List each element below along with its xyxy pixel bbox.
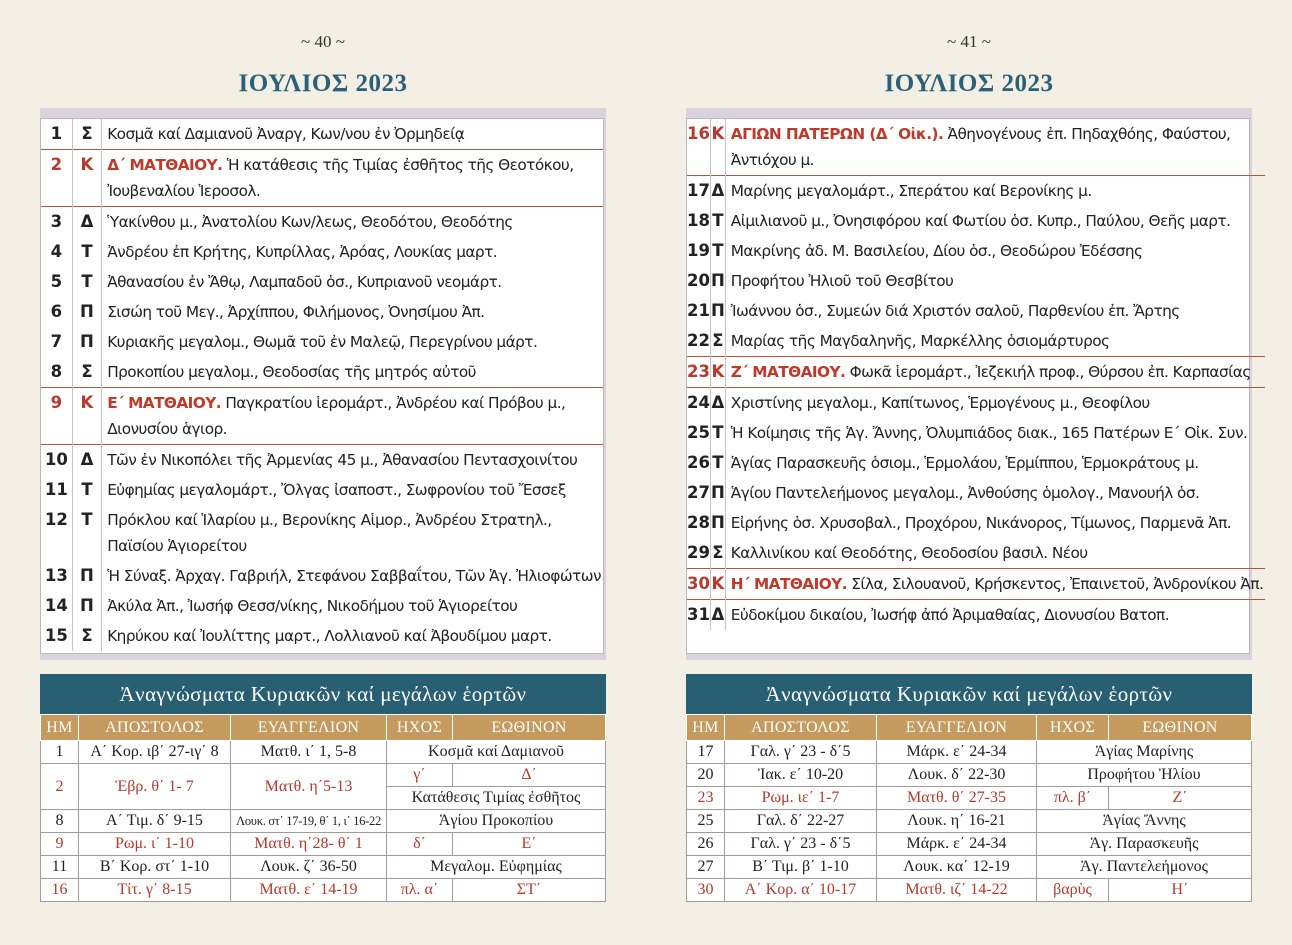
weekday-letter: Σ — [72, 621, 101, 651]
calendar-row — [687, 236, 1265, 266]
saints-names: Εὐδοκίμου δικαίου, Ἰωσήφ ἀπό Ἀριμαθαίας, Διονυσίου Βατοπ. — [730, 606, 1170, 624]
table-row — [687, 810, 1252, 833]
day-number: 2 — [41, 150, 72, 207]
calendar-row — [687, 508, 1265, 538]
saints-names: Μαρίας τῆς Μαγδαληνῆς, Μαρκέλλης ὁσιομάρτυρος — [730, 332, 1110, 350]
reading-apostle: Α΄ Τιμ. δ΄ 9-15 — [79, 810, 231, 833]
saints-text — [725, 326, 1265, 357]
saints-names: Φωκᾶ ἱερομάρτ., Ἰεζεκιήλ προφ., Θύρσου ἐπ. Καρπασίας — [845, 363, 1251, 381]
reading-apostle: Α΄ Κορ. ιβ΄ 27-ιγ΄ 8 — [79, 741, 231, 764]
reading-gospel: Ματθ. θ΄ 27-35 — [877, 787, 1037, 810]
saints-text — [102, 267, 603, 297]
day-number: 29 — [687, 538, 710, 569]
reading-tone: βαρὺς — [1037, 879, 1109, 902]
reading-tone: πλ. α΄ — [387, 879, 453, 902]
reading-eothinon: Δ΄ — [453, 764, 606, 787]
page-number: ~ 40 ~ — [301, 32, 345, 51]
weekday-letter: Σ — [710, 538, 725, 569]
reading-day: 11 — [41, 856, 79, 879]
day-number: 1 — [41, 119, 72, 150]
saints-names: Ἰωάννου ὁσ., Συμεών διά Χριστόν σαλοῦ, Παρθενίου ἐπ. Ἄρτης — [730, 302, 1180, 320]
reading-gospel: Λουκ. ζ΄ 36-50 — [231, 856, 387, 879]
calendar-row — [687, 600, 1265, 631]
saints-text — [725, 388, 1265, 419]
reading-gospel: Ματθ. η΄28- θ΄ 1 — [231, 833, 387, 856]
saints-names: Ἀθηνογένους ἐπ. Πηδαχθόης, Φαύστου, Ἀντιόχου μ. — [730, 125, 1231, 169]
reading-day: 9 — [41, 833, 79, 856]
readings-box — [40, 674, 606, 902]
weekday-letter: Δ — [710, 600, 725, 631]
weekday-letter: Τ — [710, 206, 725, 236]
table-row — [41, 856, 606, 879]
reading-tone: δ΄ — [387, 833, 453, 856]
reading-apostle: Ρωμ. ιε΄ 1-7 — [725, 787, 877, 810]
calendar-row — [41, 207, 603, 238]
saints-text — [725, 206, 1265, 236]
saints-names: Πρόκλου καί Ἱλαρίου μ., Βερονίκης Αἱμορ., Ἀνδρέου Στρατηλ., Παϊσίου Ἁγιορείτου — [107, 511, 552, 555]
calendar-row — [41, 505, 603, 561]
calendar-row — [41, 357, 603, 388]
header-eothinon: ΕΩΘΙΝΟΝ — [453, 715, 606, 741]
day-number: 5 — [41, 267, 72, 297]
calendar-row — [41, 150, 603, 207]
weekday-letter: Κ — [710, 357, 725, 388]
saints-text — [102, 237, 603, 267]
calendar-row — [687, 448, 1265, 478]
calendar-row — [687, 326, 1265, 357]
calendar-row — [41, 561, 603, 591]
saints-text — [725, 119, 1265, 176]
reading-gospel: Μάρκ. ε΄ 24-34 — [877, 741, 1037, 764]
day-number: 31 — [687, 600, 710, 631]
reading-gospel: Λουκ. δ΄ 22-30 — [877, 764, 1037, 787]
day-number: 9 — [41, 388, 72, 445]
table-row — [687, 833, 1252, 856]
weekday-letter: Δ — [710, 388, 725, 419]
saints-text — [725, 236, 1265, 266]
saints-text — [725, 418, 1265, 448]
saints-text — [102, 475, 603, 505]
calendar-row — [687, 478, 1265, 508]
calendar-row — [41, 591, 603, 621]
saints-names: Τῶν ἐν Νικοπόλει τῆς Ἀρμενίας 45 μ., Ἀθανασίου Πεντασχοινίτου — [107, 451, 578, 469]
calendar-row — [687, 176, 1265, 207]
sunday-heading: ΑΓΙΩΝ ΠΑΤΕΡΩΝ (Δ΄ Οἰκ.). — [730, 125, 944, 143]
header-day: ΗΜ — [41, 715, 79, 741]
saints-names: Ἀκύλα Ἀπ., Ἰωσήφ Θεσσ/νίκης, Νικοδήμου τοῦ Ἁγιορείτου — [107, 597, 518, 615]
saints-names: Ἡ κατάθεσις τῆς Τιμίας ἐσθῆτος τῆς Θεοτόκου, Ἰουβεναλίου Ἱεροσολ. — [107, 156, 574, 200]
saints-text — [725, 538, 1265, 569]
saints-names: Προκοπίου μεγαλομ., Θεοδοσίας τῆς μητρός αὐτοῦ — [107, 363, 476, 381]
calendar-row — [687, 569, 1265, 600]
reading-gospel: Ματθ. η΄5-13 — [231, 764, 387, 810]
saints-names: Παγκρατίου ἱερομάρτ., Ἀνδρέου καί Πρόβου μ., Διονυσίου ἁγιορ. — [107, 394, 566, 438]
saints-text — [725, 296, 1265, 326]
sunday-heading: Ε΄ ΜΑΤΘΑΙΟΥ. — [107, 394, 222, 412]
day-number: 19 — [687, 236, 710, 266]
reading-gospel: Λουκ. στ΄ 17-19, θ΄ 1, ι΄ 16-22 — [231, 810, 387, 833]
weekday-letter: Τ — [72, 267, 101, 297]
day-number: 17 — [687, 176, 710, 207]
day-number: 10 — [41, 445, 72, 476]
weekday-letter: Π — [72, 561, 101, 591]
reading-day: 26 — [687, 833, 725, 856]
readings-title: Ἀναγνώσματα Κυριακῶν καί μεγάλων ἑορτῶν — [686, 674, 1252, 714]
sunday-heading: Ζ΄ ΜΑΤΘΑΙΟΥ. — [730, 363, 846, 381]
reading-apostle: Ρωμ. ι΄ 1-10 — [79, 833, 231, 856]
day-number: 28 — [687, 508, 710, 538]
reading-gospel: Λουκ. κα΄ 12-19 — [877, 856, 1037, 879]
day-number: 14 — [41, 591, 72, 621]
weekday-letter: Τ — [710, 418, 725, 448]
reading-apostle: Ἰακ. ε΄ 10-20 — [725, 764, 877, 787]
day-number: 26 — [687, 448, 710, 478]
calendar-row — [687, 357, 1265, 388]
saints-names: Μακρίνης ἀδ. Μ. Βασιλείου, Δίου ὁσ., Θεοδώρου Ἐδέσσης — [730, 242, 1143, 260]
weekday-letter: Π — [72, 591, 101, 621]
reading-day: 20 — [687, 764, 725, 787]
table-row — [687, 856, 1252, 879]
saints-text — [725, 266, 1265, 296]
calendar-row — [41, 388, 603, 445]
reading-apostle: Γαλ. γ΄ 23 - δ΄5 — [725, 833, 877, 856]
day-number: 25 — [687, 418, 710, 448]
day-number: 18 — [687, 206, 710, 236]
saints-text — [725, 478, 1265, 508]
sunday-heading: Δ΄ ΜΑΤΘΑΙΟΥ. — [107, 156, 223, 174]
reading-gospel: Ματθ. ε΄ 14-19 — [231, 879, 387, 902]
weekday-letter: Κ — [72, 150, 101, 207]
reading-day: 1 — [41, 741, 79, 764]
day-number: 20 — [687, 266, 710, 296]
calendar-table — [687, 119, 1265, 630]
saints-text — [102, 119, 603, 150]
saints-names: Εἰρήνης ὁσ. Χρυσοβαλ., Προχόρου, Νικάνορος, Τίμωνος, Παρμενᾶ Ἀπ. — [730, 514, 1232, 532]
weekday-letter: Τ — [710, 448, 725, 478]
reading-note: Ἁγίας Ἄννης — [1037, 810, 1252, 833]
day-number: 23 — [687, 357, 710, 388]
header-tone: ΗΧΟΣ — [1037, 715, 1109, 741]
day-number: 27 — [687, 478, 710, 508]
weekday-letter: Κ — [72, 388, 101, 445]
table-row — [41, 810, 606, 833]
calendar-row — [687, 418, 1265, 448]
reading-apostle: Α΄ Κορ. α΄ 10-17 — [725, 879, 877, 902]
saints-text — [102, 445, 603, 476]
reading-day: 16 — [41, 879, 79, 902]
reading-gospel: Λουκ. η΄ 16-21 — [877, 810, 1037, 833]
saints-text — [102, 207, 603, 238]
day-number: 22 — [687, 326, 710, 357]
saints-text — [725, 357, 1265, 388]
table-row — [41, 833, 606, 856]
saints-names: Ἀθανασίου ἐν Ἄθῳ, Λαμπαδοῦ ὁσ., Κυπριανοῦ νεομάρτ. — [107, 273, 502, 291]
reading-note: Κοσμᾶ καί Δαμιανοῦ — [387, 741, 606, 764]
calendar-row — [687, 296, 1265, 326]
saints-text — [102, 388, 603, 445]
header-gospel: ΕΥΑΓΓΕΛΙΟΝ — [877, 715, 1037, 741]
header-gospel: ΕΥΑΓΓΕΛΙΟΝ — [231, 715, 387, 741]
month-title: ΙΟΥΛΙΟΣ 2023 — [884, 70, 1054, 97]
saints-text — [102, 621, 603, 651]
weekday-letter: Κ — [710, 119, 725, 176]
sunday-heading: Η΄ ΜΑΤΘΑΙΟΥ. — [730, 575, 847, 593]
calendar-row — [687, 538, 1265, 569]
saints-text — [102, 357, 603, 388]
table-row — [687, 741, 1252, 764]
day-number: 24 — [687, 388, 710, 419]
day-number: 6 — [41, 297, 72, 327]
saints-text — [102, 561, 603, 591]
saints-text — [102, 505, 603, 561]
reading-eothinon: Η΄ — [1109, 879, 1252, 902]
reading-note: Ἁγίου Προκοπίου — [387, 810, 606, 833]
saints-text — [725, 176, 1265, 207]
saints-names: Ἀνδρέου ἐπ Κρήτης, Κυπρίλλας, Ἀρόας, Λουκίας μαρτ. — [107, 243, 498, 261]
saints-names: Εὐφημίας μεγαλομάρτ., Ὄλγας ἰσαποστ., Σωφρονίου τοῦ Ἔσσεξ — [107, 481, 566, 499]
calendar-row — [687, 119, 1265, 176]
reading-day: 25 — [687, 810, 725, 833]
reading-gospel: Ματθ. ι΄ 1, 5-8 — [231, 741, 387, 764]
reading-eothinon: Ε΄ — [453, 833, 606, 856]
day-number: 21 — [687, 296, 710, 326]
calendar-row — [41, 237, 603, 267]
header-apostle: ΑΠΟΣΤΟΛΟΣ — [725, 715, 877, 741]
table-row — [41, 741, 606, 764]
weekday-letter: Π — [710, 508, 725, 538]
day-number: 15 — [41, 621, 72, 651]
readings-table — [40, 714, 606, 902]
reading-note: Ἁγ. Παντελεήμονος — [1037, 856, 1252, 879]
saints-names: Χριστίνης μεγαλομ., Καπίτωνος, Ἑρμογένους μ., Θεοφίλου — [730, 394, 1150, 412]
table-row — [687, 764, 1252, 787]
reading-note: Ἁγίας Μαρίνης — [1037, 741, 1252, 764]
saints-names: Κηρύκου καί Ἰουλίττης μαρτ., Λολλιανοῦ καί Ἀβουδίμου μαρτ. — [107, 627, 552, 645]
header-tone: ΗΧΟΣ — [387, 715, 453, 741]
weekday-letter: Σ — [72, 357, 101, 388]
calendar-row — [41, 119, 603, 150]
saints-text — [725, 600, 1265, 631]
saints-names: Ὑακίνθου μ., Ἀνατολίου Κων/λεως, Θεοδότου, Θεοδότης — [107, 213, 513, 231]
calendar-row — [687, 266, 1265, 296]
calendar-row — [687, 388, 1265, 419]
saints-names: Μαρίνης μεγαλομάρτ., Σπεράτου καί Βερονίκης μ. — [730, 182, 1092, 200]
weekday-letter: Σ — [710, 326, 725, 357]
calendar-row — [41, 327, 603, 357]
weekday-letter: Τ — [72, 505, 101, 561]
calendar-row — [41, 267, 603, 297]
reading-day: 17 — [687, 741, 725, 764]
saints-names: Αἰμιλιανοῦ μ., Ὀνησιφόρου καί Φωτίου ὁσ. Κυπρ., Παύλου, Θεῆς μαρτ. — [730, 212, 1231, 230]
reading-eothinon: ΣΤ΄ — [453, 879, 606, 902]
weekday-letter: Τ — [72, 237, 101, 267]
weekday-letter: Π — [710, 296, 725, 326]
reading-apostle: Β΄ Τιμ. β΄ 1-10 — [725, 856, 877, 879]
reading-day: 8 — [41, 810, 79, 833]
day-number: 7 — [41, 327, 72, 357]
reading-note: Μεγαλομ. Εὐφημίας — [387, 856, 606, 879]
day-number: 30 — [687, 569, 710, 600]
saints-names: Προφήτου Ἠλιοῦ τοῦ Θεσβίτου — [730, 272, 954, 290]
calendar-row — [41, 445, 603, 476]
month-title: ΙΟΥΛΙΟΣ 2023 — [238, 70, 408, 97]
weekday-letter: Δ — [72, 445, 101, 476]
reading-tone: γ΄ — [387, 764, 453, 787]
calendar-box — [40, 108, 606, 660]
readings-title: Ἀναγνώσματα Κυριακῶν καί μεγάλων ἑορτῶν — [40, 674, 606, 714]
saints-text — [725, 569, 1265, 600]
saints-text — [102, 591, 603, 621]
reading-note: Προφήτου Ἠλίου — [1037, 764, 1252, 787]
reading-apostle: Τίτ. γ΄ 8-15 — [79, 879, 231, 902]
reading-day: 30 — [687, 879, 725, 902]
weekday-letter: Π — [710, 266, 725, 296]
day-number: 13 — [41, 561, 72, 591]
header-day: ΗΜ — [687, 715, 725, 741]
table-row — [687, 879, 1252, 902]
saints-names: Σισώη τοῦ Μεγ., Ἀρχίππου, Φιλήμονος, Ὀνησίμου Ἀπ. — [107, 303, 485, 321]
reading-apostle: Γαλ. γ΄ 23 - δ΄5 — [725, 741, 877, 764]
header-eothinon: ΕΩΘΙΝΟΝ — [1109, 715, 1252, 741]
day-number: 11 — [41, 475, 72, 505]
reading-day: 23 — [687, 787, 725, 810]
reading-day: 27 — [687, 856, 725, 879]
reading-eothinon: Ζ΄ — [1109, 787, 1252, 810]
weekday-letter: Τ — [72, 475, 101, 505]
calendar-table — [41, 119, 603, 651]
saints-text — [725, 448, 1265, 478]
saints-names: Ἡ Σύναξ. Ἀρχαγ. Γαβριήλ, Στεφάνου Σαββαΐτου, Τῶν Ἁγ. Ἠλιοφώτων — [107, 567, 601, 585]
calendar-row — [687, 206, 1265, 236]
table-row — [41, 879, 606, 902]
saints-text — [102, 297, 603, 327]
saints-text — [102, 150, 603, 207]
calendar-row — [41, 475, 603, 505]
saints-names: Σίλα, Σιλουανοῦ, Κρήσκεντος, Ἐπαινετοῦ, Ἀνδρονίκου Ἀπ. — [846, 575, 1264, 593]
saints-text — [102, 327, 603, 357]
weekday-letter: Π — [710, 478, 725, 508]
table-row — [41, 764, 606, 787]
saints-names: Κοσμᾶ καί Δαμιανοῦ Ἀναργ, Κων/νου ἐν Ὀρμηδείᾳ — [107, 125, 465, 143]
weekday-letter: Π — [72, 327, 101, 357]
reading-note: Κατάθεσις Τιμίας ἐσθῆτος — [387, 787, 606, 810]
reading-note: Ἁγ. Παρασκευῆς — [1037, 833, 1252, 856]
reading-apostle: Γαλ. δ΄ 22-27 — [725, 810, 877, 833]
header-apostle: ΑΠΟΣΤΟΛΟΣ — [79, 715, 231, 741]
reading-apostle: Ἑβρ. θ΄ 1- 7 — [79, 764, 231, 810]
weekday-letter: Σ — [72, 119, 101, 150]
saints-names: Κυριακῆς μεγαλομ., Θωμᾶ τοῦ ἐν Μαλεῷ, Περεγρίνου μάρτ. — [107, 333, 538, 351]
day-number: 3 — [41, 207, 72, 238]
table-row — [687, 787, 1252, 810]
reading-gospel: Μάρκ. ε΄ 24-34 — [877, 833, 1037, 856]
calendar-row — [41, 297, 603, 327]
weekday-letter: Κ — [710, 569, 725, 600]
day-number: 16 — [687, 119, 710, 176]
saints-names: Ἁγίας Παρασκευῆς ὁσιομ., Ἑρμολάου, Ἑρμίππου, Ἑρμοκράτους μ. — [730, 454, 1199, 472]
readings-box — [686, 674, 1252, 902]
readings-table — [686, 714, 1252, 902]
saints-names: Ἁγίου Παντελεήμονος μεγαλομ., Ἀνθούσης ὁμολογ., Μανουήλ ὁσ. — [730, 484, 1200, 502]
reading-gospel: Ματθ. ιζ΄ 14-22 — [877, 879, 1037, 902]
calendar-box — [686, 108, 1264, 660]
reading-tone: πλ. β΄ — [1037, 787, 1109, 810]
weekday-letter: Π — [72, 297, 101, 327]
reading-day: 2 — [41, 764, 79, 810]
weekday-letter: Δ — [72, 207, 101, 238]
saints-text — [725, 508, 1265, 538]
saints-names: Καλλινίκου καί Θεοδότης, Θεοδοσίου βασιλ. Νέου — [730, 544, 1088, 562]
calendar-row — [41, 621, 603, 651]
page-number: ~ 41 ~ — [947, 32, 991, 51]
day-number: 8 — [41, 357, 72, 388]
day-number: 12 — [41, 505, 72, 561]
saints-names: Ἡ Κοίμησις τῆς Ἁγ. Ἄννης, Ὀλυμπιάδος διακ., 165 Πατέρων Ε΄ Οἰκ. Συν. — [730, 424, 1248, 442]
weekday-letter: Δ — [710, 176, 725, 207]
weekday-letter: Τ — [710, 236, 725, 266]
day-number: 4 — [41, 237, 72, 267]
reading-apostle: Β΄ Κορ. στ΄ 1-10 — [79, 856, 231, 879]
